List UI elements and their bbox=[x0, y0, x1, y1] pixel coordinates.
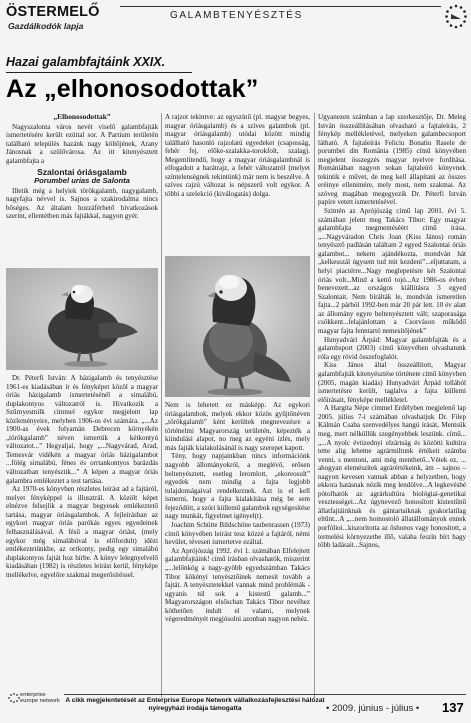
magazine-subtitle: Gazdálkodók lapja bbox=[8, 21, 84, 31]
article-paragraph: Dr. Péterfi István: A házigalamb és tenyésztése 1961-es kiadásában ír és fényképet közöl a magyar óriás házigalamb ismertetésénél a simalábú, duplakontyos változatról is. Hivatkozik a Szűrnyesmilk címmel egykor megjelent lap közleményeire, melyben 1906-os évi számára. „...Az 1900-as évek folyamán Debrecen környékén „törökgalamb” néven ismertük a kétkontyú változatot...” Hegyaljai, hogy „...Nagyvárad, Arad, Temesvár vidékén a magyar óriás házigalambot ...fölég simalábú, fénes és orrtankontyos barázdás változatban tenyésztik...” A képen a magyar óriás galambra emlékeztet a test tartása. bbox=[6, 374, 158, 485]
article-paragraph: Szalontai óriásgalamb bbox=[37, 167, 127, 178]
section-label: GALAMBTENYÉSZTÉS bbox=[170, 10, 303, 21]
footer-rule bbox=[64, 694, 466, 695]
pigeon-photo-1 bbox=[6, 268, 158, 370]
pigeon-photo-2 bbox=[165, 256, 310, 397]
article-title: Az „elhonosodottak” bbox=[6, 75, 259, 103]
column-rule bbox=[314, 113, 315, 698]
series-title: Hazai galambfajtáink XXIX. bbox=[6, 55, 166, 69]
column-1-bottom bbox=[6, 374, 158, 700]
article-paragraph: Nem is lehetett ez másképp. Az egykori óriásgalambok, melyek ekkor közös gyűjtőnéven „törökgalamb” ként kerültek megnevezésre a történelmi Magyarország területén, képezték a kiindulási alapot, no meg az egyéni ízlés, mely más fajták kialakulásánál is nagy szerepet kapott. bbox=[165, 401, 310, 452]
column-2-bottom bbox=[165, 401, 310, 698]
article-paragraph: Kiss János által összeállított, Magyar galambfajták kitenyésztése története című könyvben (2005, magán kiadás) Hunyadvári Árpád tollából ismertetésre került, taglalva a fajta küllemi előírásait, fényképe mellékletel. bbox=[318, 361, 466, 404]
article-paragraph: A Hargita Népe címmel Erdélyben megjelenő lap 2005. július 7-i számában olvashatjuk Dr. Filep Kálmán Csaba szenvedélyes hangú írását, Mentsük meg, mert nélküllük szegényebbek leszünk. című...„...A nyolc évtizednyi elzártság és közötti kultúra tette alig lehetne agrármiltunk értékeit számba venni, s mentoni, ami még menthető...Vétek ez, ... ahogyan elemészítek agrárértékeink, ám – sajnos – nagyon kevesen vannak abban a helyzetben, hogy ekkora hatásnak nézik meg lendölve...A legkevésbé pótolhatók az agrárkultúra biológiai-genetikai vesztességei...Az úgynevező honosított kistestűnű állatfajtáinknak és gántartaiknak gyakorlatilag eltűnt...A „...nem homostoló állatállományok ennek porfólioi...kiszorította az őshonos vagy honosított, a termelési környezetbe illő, valaha feszín bírt hagy több ladásait...Sajnos, bbox=[318, 404, 466, 550]
article-paragraph: A rajzot tekintve: az egyszínű (pl. magyar begyes, magyar óriásgalamb) és a szíves galambok (pl. magyar óriásgalamb) utódai között mindig található hasonló rajzolatú egyedeket (csaposság, fehér fej, előke-szalakka-torokfolt, szalag). Megemlítendő, hogy a magyar óriásgalambnál is elfogadott a barátrajz, a fehér változatról (melyet színtelenségnek tekintünk) már nem is beszélve. A szíves rajzú változat is népszerű volt egykor. A többi a szelekció (kiválogatás) dolga. bbox=[165, 113, 310, 198]
article-paragraph: Nagyszalonta város nevét viselő galambfajták ismertetésére került ezúttal sor. A Partium területén található település hazánk nagy költőjének, Arany Jánosnak a szülővárosa. Az itt kitenyésztett galambfajta a bbox=[6, 122, 158, 165]
article-paragraph: Tény, hogy napjainkban nincs információnk nagyobb állományokról, a meglévő, erősen beltenyésztett, esetleg leromlott, „ekoreosult” egyedek nem mindig a fajta legjobb tulajdonságaival rendelkeznek. Azt is el kell ismerni, hogy a fajta kialakítása még be sem fejeződött, a szóri küllemű galambok egységesítése nagy munkát, figyelmet igényel(t). bbox=[165, 452, 310, 521]
article-paragraph: Porumbel urias de Salonta bbox=[34, 176, 130, 186]
eu-stars-logo-icon bbox=[443, 2, 469, 36]
issue-date: • 2009. június - július • bbox=[326, 703, 420, 714]
network-logo-text: enterprise europe network bbox=[20, 692, 60, 705]
column-1-top bbox=[6, 113, 158, 265]
article-paragraph: Illetik még a helyiek törökgalamb, nagygalamb, nagyfajta névvel is. Sajnos a szakirodalma nincs bőséges. Az általam hozzáférhető hivatkozások szerint, ellentétben más fajtákkal, nagyon gyér. bbox=[6, 186, 158, 221]
footer-sponsor-note: A cikk megjelentetését az Enterprise Europe Network vállalkozásfejlesztési hálózat nyíregyházi irodája támogatta bbox=[65, 697, 325, 712]
article-paragraph: Ugyanezen számban a lap szerkesztője, Dr. Meleg István összeállításában olvasható a fajtaleírás, 2 fénykép mellékletével, melyeken galambecsoport látható. A fajtaleírás Feliciu Bonatiu Rasele de porumbei din România (1985) című könyvében megjelent összegzés magyar nyelvre fordítása. Romániában nagyon sokan fajtaleíró könyvnek tekintik e művet, de meg kell állapítani az összes eréinye ellenimére, mely most, nem szakmai. Az szöveg magában megegyezik Dr. Péterfi István papíre vetett ismertetésével. bbox=[318, 113, 466, 207]
magazine-brand: ÖSTERMELŐ bbox=[6, 4, 100, 20]
article-paragraph: Hunyadvári Árpád: Magyar galambfajták és a galambsport (2003) című könyvében olvashatunk róla egy rövid összefoglalót. bbox=[318, 335, 466, 361]
article-paragraph: Joachim Schütte Bildschöne taubenrassen (1973) című könyvében leírást tesz közzé a fajtáról, némi hevület, tévesen ismertetve ezáltal. bbox=[165, 521, 310, 547]
column-3 bbox=[318, 113, 466, 698]
column-2-top bbox=[165, 113, 310, 254]
article-paragraph: Az 1970-es könyvben részletes leírást ad a fajtáról, melyet fényképpel is illusztrál. A közölt képet elnézve felsejlik a magyar begyesek emlékeztető tartása, magyar óriásgalambok. A fejleírásban az egykori magyar óriás parókás egyes egyedeinek felhasználásával. A fésű a magyar óriást, (mely egykor még simalábúval is előfordult) idézi emlékeztetünkbe, az orrkonty, pedig egy simalábú duplakontyos fajtát hoz hírbe. A könyv lelegnyelvelő kiadásában (1982) is részletes leírást kerül, fényképe mellékelve, egyelőre szakmai megerősítéssel. bbox=[6, 485, 158, 579]
article-paragraph: Az Aprójószág 1992. évi 1. számában Elfelejtett galambfajtáink! című írásban olvashatók, miszerint „...lelőnkög a nagy-gyöbb egyedszámban Takács Tibor kökényi tenyésztőinek nemesít továbh a fajtát. A tenyésztetekkel vannak mind problémák - ugyanis túl sok a kistestű galamb...” Magyarországon elsőscban Takács Tibor nevéhez köthetően indult el valami, melynek végeredményét megjósolni azonban nagyon nehéz. bbox=[165, 546, 310, 624]
series-underline bbox=[6, 72, 192, 73]
article-paragraph: Szintén az Aprójószág című lap 2001. évi 5. számában jelent meg Takács Tibor: Egy magyar galambfajta megmentéséért című írása. „...Nagyváradon Chris Joan (Kiss János) román tenyésztő padlásán találtam 2 egyed Szalontai óriás galambot... nekem ajándékozta, mondván hát „kelkesszál úgysem tud mit kezdeni”...eljuttatam, a helyi piactérre...Nagy meglepetésre két Szalontai óriás volt...Mind a kettő tojó...Az 1986-os évben benevezett...az országos kiállításra 3 egyed Szalontait. Nem bírálták le, mondván ismeretlen fajta...2 párból 1992-ben már 20 pár lett. 10 év alatt az állomány egyre beltenyésztett vált; szaporasága csökkent...felajánlottam a Csorváson működő magyar fajta fenntartó nemesítőjének” bbox=[318, 207, 466, 335]
article-paragraph: „Elhonosodottak” bbox=[53, 112, 111, 121]
page-number: 137 bbox=[442, 700, 464, 715]
column-rule bbox=[161, 113, 162, 698]
